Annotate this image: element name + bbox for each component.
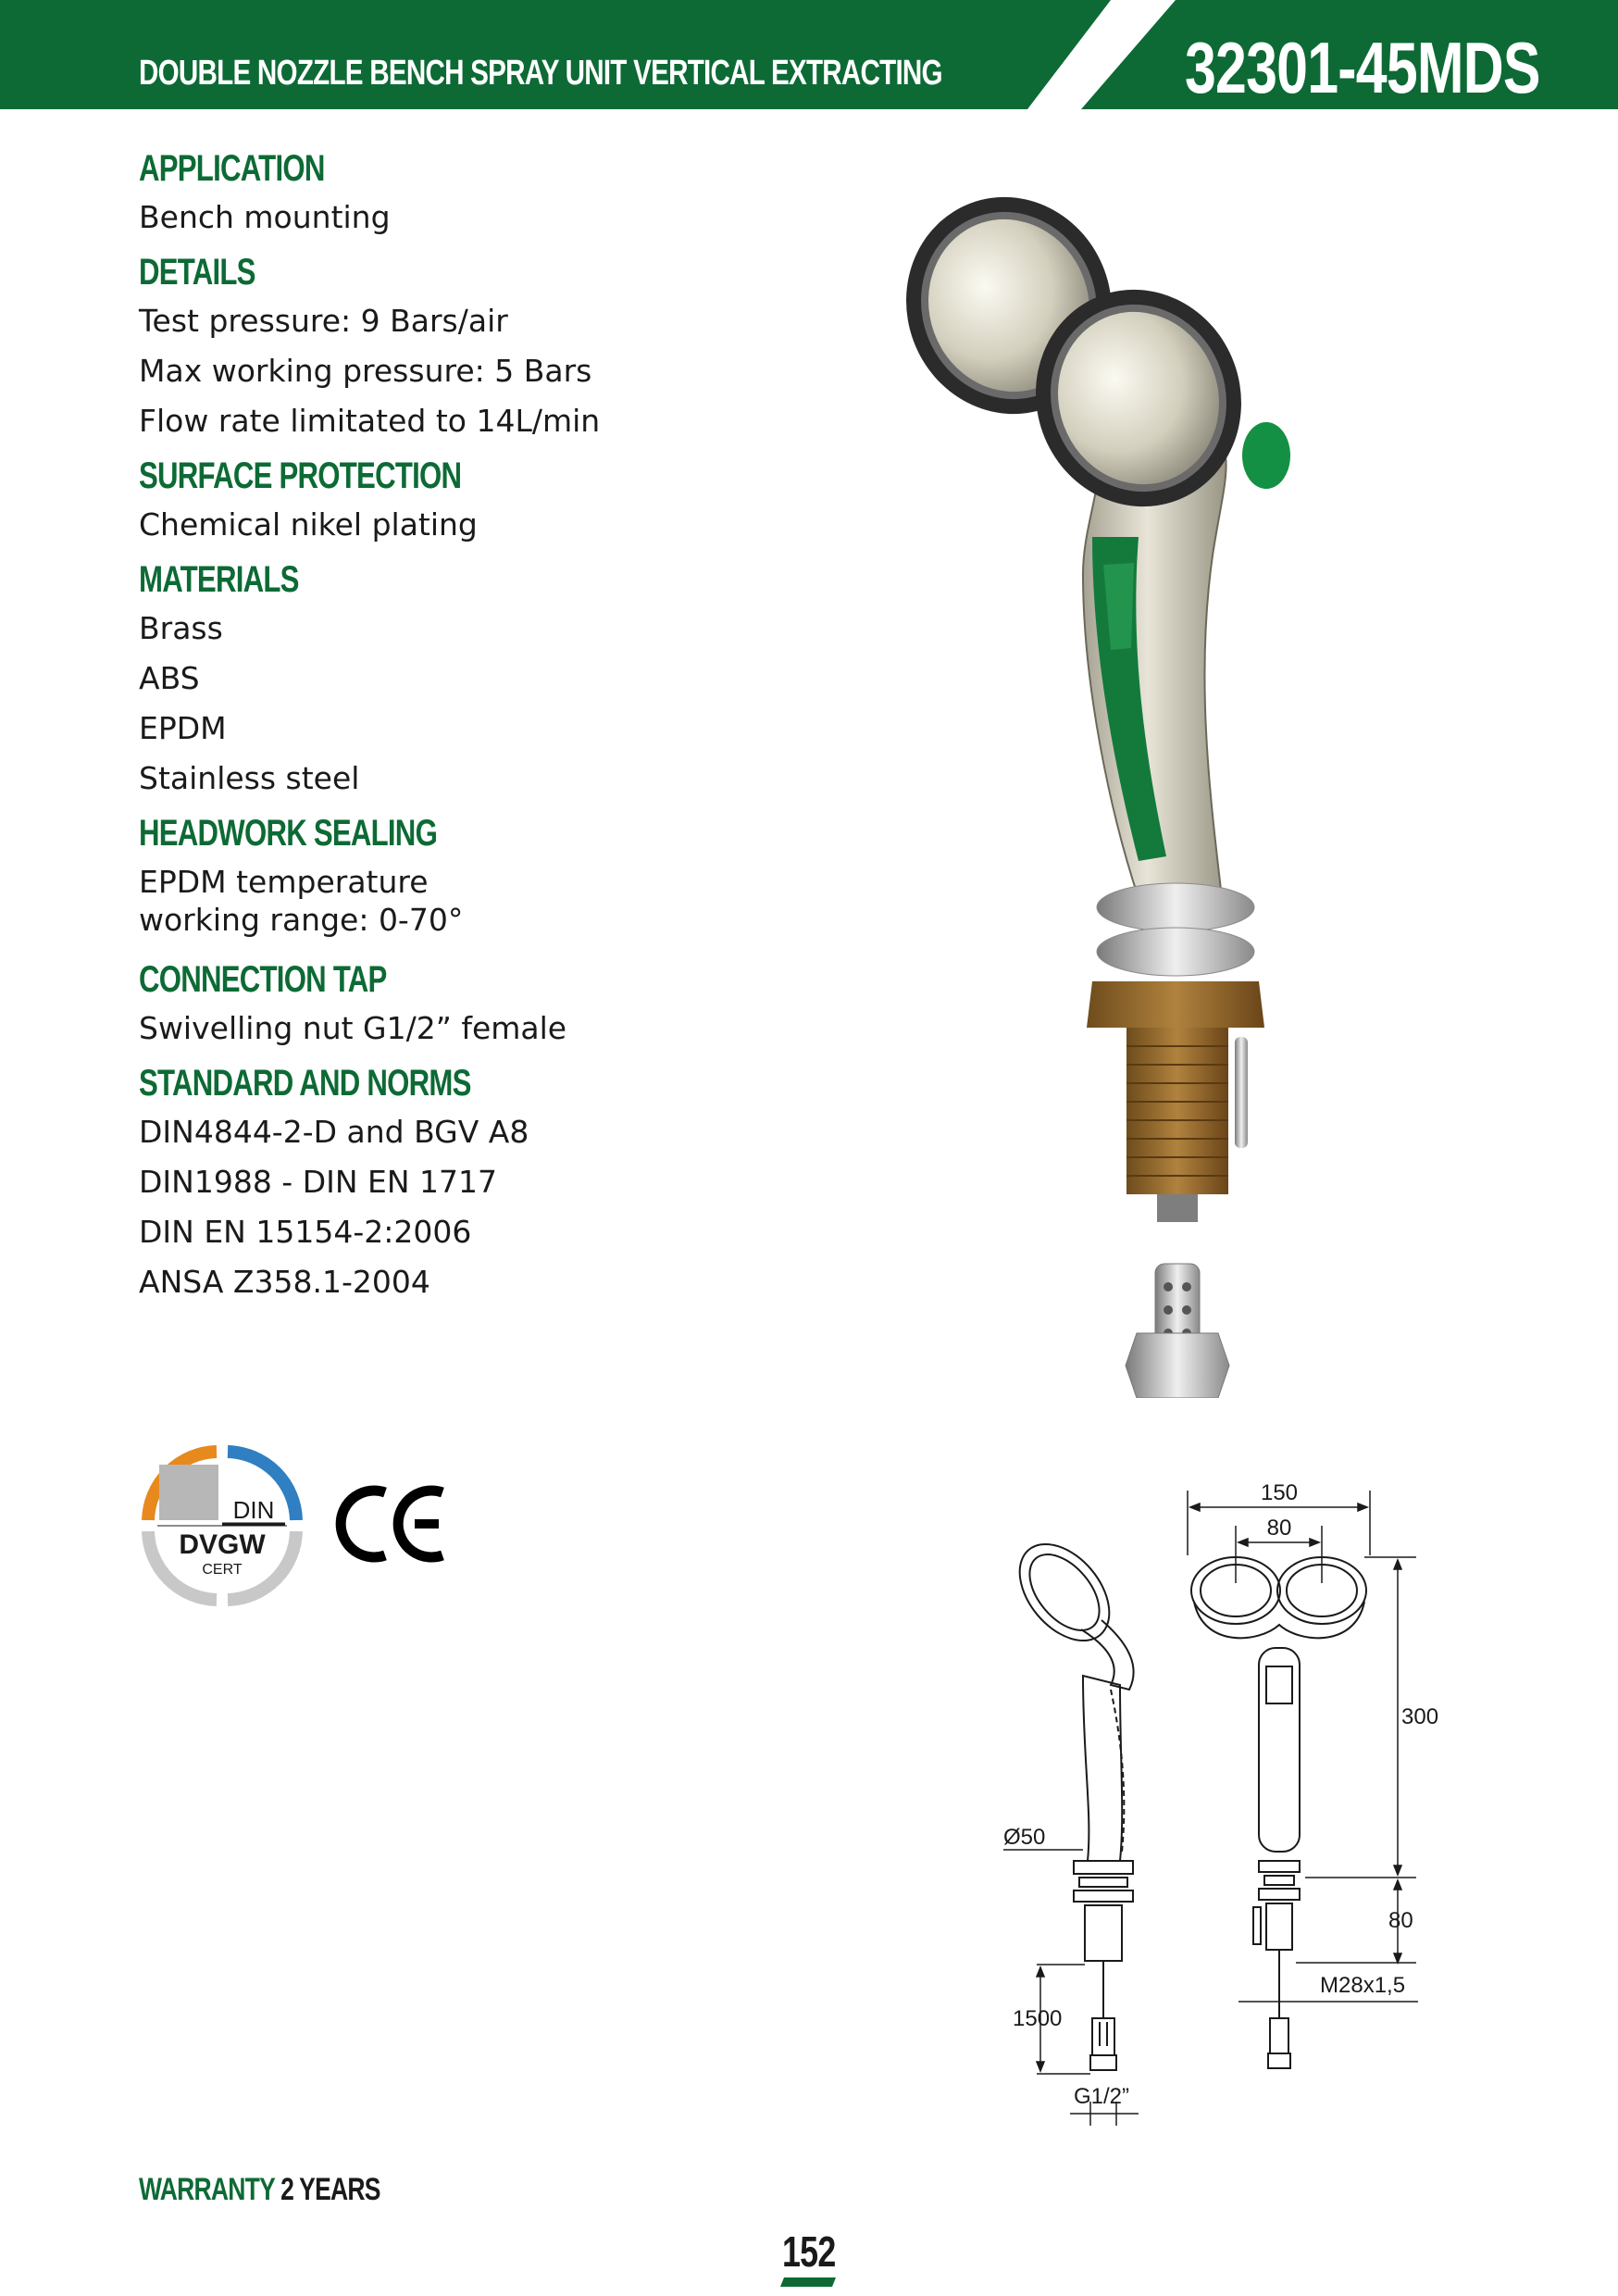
- spec-line: DIN1988 - DIN EN 1717: [139, 1164, 498, 1200]
- dim-width-overall: 150: [1260, 1480, 1299, 1505]
- technical-drawing: [981, 1463, 1537, 2129]
- section-title-connection-tap: CONNECTION TAP: [139, 959, 387, 1000]
- dim-diameter: Ø50: [1003, 1825, 1046, 1850]
- page-number: 152: [782, 2227, 836, 2276]
- warranty-value: 2 YEARS: [280, 2172, 380, 2207]
- header-band: [0, 0, 1618, 109]
- dim-thread: M28x1,5: [1320, 1973, 1406, 1998]
- section-title-materials: MATERIALS: [139, 559, 299, 600]
- spec-list: [139, 139, 713, 1307]
- spec-line: Chemical nikel plating: [139, 506, 478, 543]
- section-title-surface-protection: SURFACE PROTECTION: [139, 455, 462, 496]
- spec-line: Flow rate limitated to 14L/min: [139, 403, 601, 439]
- dim-nozzle-spacing: 80: [1266, 1516, 1292, 1541]
- dim-height-head: 300: [1401, 1704, 1439, 1729]
- side-view: [1002, 1528, 1133, 2070]
- spec-line: DIN4844-2-D and BGV A8: [139, 1114, 529, 1150]
- spec-line: EPDM temperature: [139, 864, 429, 900]
- spec-line: EPDM: [139, 710, 227, 746]
- spec-line: Swivelling nut G1/2” female: [139, 1010, 567, 1046]
- spec-line: Test pressure: 9 Bars/air: [139, 303, 508, 339]
- dim-hose-length: 1500: [1013, 2006, 1063, 2031]
- page-number-underline: [780, 2277, 836, 2287]
- spec-line: ANSA Z358.1-2004: [139, 1264, 430, 1300]
- section-title-application: APPLICATION: [139, 148, 325, 189]
- dvgw-din-text: DIN: [232, 1496, 275, 1524]
- spec-line: Bench mounting: [139, 199, 391, 235]
- warranty-label: WARRANTY: [139, 2172, 275, 2207]
- spec-line: working range: 0-70°: [139, 902, 464, 938]
- spec-line: Max working pressure: 5 Bars: [139, 353, 592, 389]
- section-title-headwork-sealing: HEADWORK SEALING: [139, 813, 438, 854]
- section-title-standards: STANDARD AND NORMS: [139, 1063, 471, 1104]
- section-title-details: DETAILS: [139, 252, 255, 293]
- product-image: [861, 167, 1379, 1398]
- spec-line: Stainless steel: [139, 760, 360, 796]
- spec-line: Brass: [139, 610, 223, 646]
- ce-mark: [341, 1491, 442, 1557]
- spec-line: DIN EN 15154-2:2006: [139, 1214, 472, 1250]
- document-title: DOUBLE NOZZLE BENCH SPRAY UNIT VERTICAL EXTRACTING: [139, 54, 942, 93]
- certification-logos: [137, 1441, 452, 1607]
- spec-line: ABS: [139, 660, 200, 696]
- dim-height-base: 80: [1388, 1908, 1413, 1933]
- dvgw-cert-logo: [148, 1452, 296, 1600]
- dvgw-main-text: DVGW: [179, 1529, 266, 1560]
- dim-connection: G1/2”: [1074, 2084, 1130, 2109]
- warranty-note: [139, 2172, 380, 2208]
- product-code: 32301-45MDS: [1185, 27, 1540, 108]
- dvgw-cert-text: CERT: [202, 1562, 243, 1578]
